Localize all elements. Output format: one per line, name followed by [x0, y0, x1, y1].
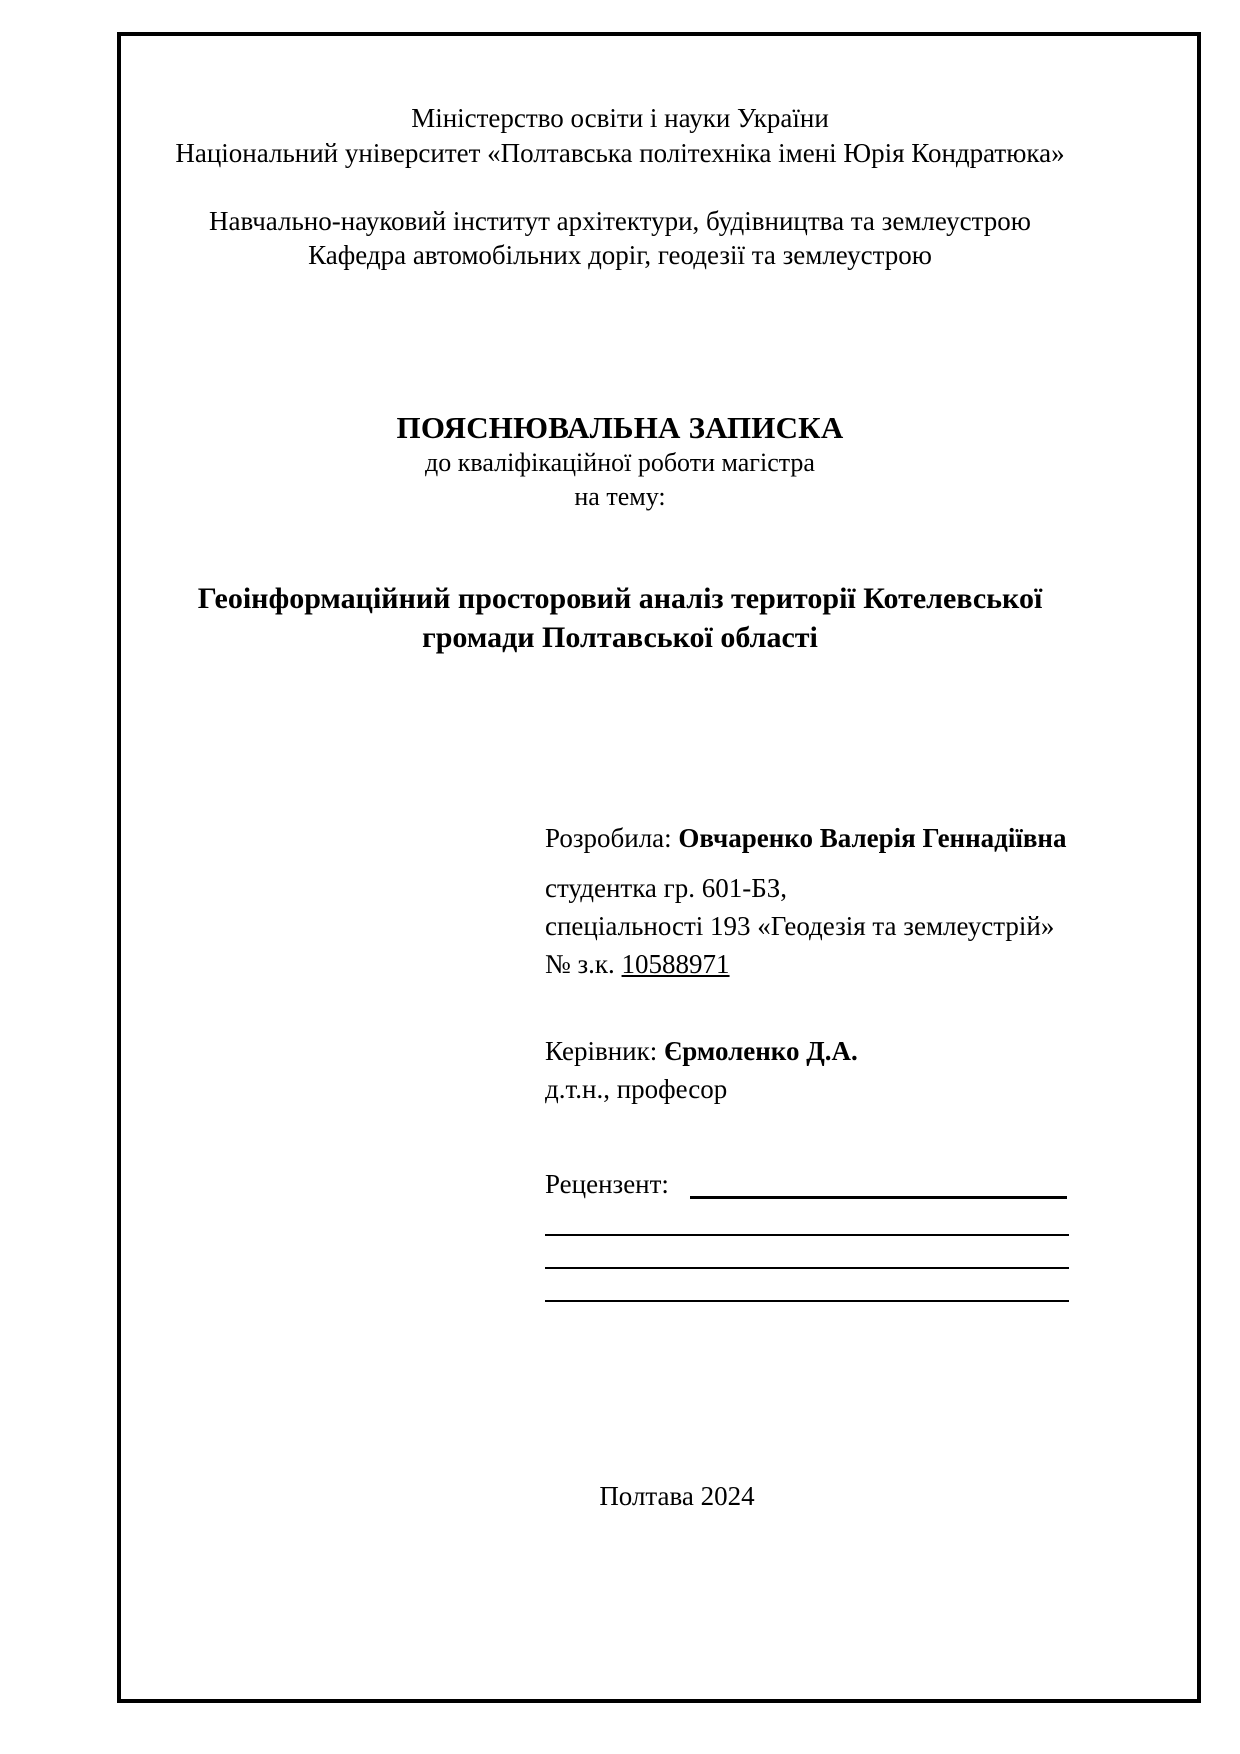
reviewer-blank-line-3 — [545, 1300, 1069, 1302]
author-label: Розробила: — [545, 823, 672, 853]
document-subtitle-topic: на тему: — [574, 482, 666, 511]
reviewer-signature-line — [690, 1196, 1067, 1199]
reviewer-blank-line-2 — [545, 1267, 1069, 1269]
supervisor-degree: д.т.н., професор — [545, 1074, 728, 1104]
supervisor-label: Керівник: — [545, 1036, 658, 1066]
university-line: Національний університет «Полтавська політехніка імені Юрія Кондратюка» — [175, 138, 1065, 168]
record-book-line — [545, 951, 730, 978]
topic-line-1: Геоінформаційний просторовий аналіз території Котелевської — [197, 582, 1043, 615]
document-title: ПОЯСНЮВАЛЬНА ЗАПИСКА — [396, 410, 844, 445]
author-line — [545, 825, 1066, 852]
author-specialty: спеціальності 193 «Геодезія та землеустрій» — [545, 911, 1055, 941]
record-book-label: № з.к. — [545, 949, 615, 979]
supervisor-name: Єрмоленко Д.А. — [663, 1036, 858, 1066]
topic-line-2: громади Полтавської області — [422, 621, 818, 654]
reviewer-line — [545, 1171, 669, 1198]
ministry-line: Міністерство освіти і науки України — [411, 103, 829, 133]
author-group: студентка гр. 601-БЗ, — [545, 873, 787, 903]
record-book-number: 10588971 — [621, 949, 730, 979]
supervisor-line — [545, 1038, 858, 1065]
page-border — [117, 32, 1201, 1703]
reviewer-label: Рецензент: — [545, 1169, 669, 1199]
author-name: Овчаренко Валерія Геннадіївна — [678, 823, 1067, 853]
city-year: Полтава 2024 — [599, 1481, 755, 1511]
institute-line: Навчально-науковий інститут архітектури, будівництва та землеустрою — [209, 206, 1031, 236]
document-subtitle: до кваліфікаційної роботи магістра — [425, 448, 815, 477]
reviewer-blank-line-1 — [545, 1234, 1069, 1236]
department-line: Кафедра автомобільних доріг, геодезії та землеустрою — [308, 240, 932, 270]
